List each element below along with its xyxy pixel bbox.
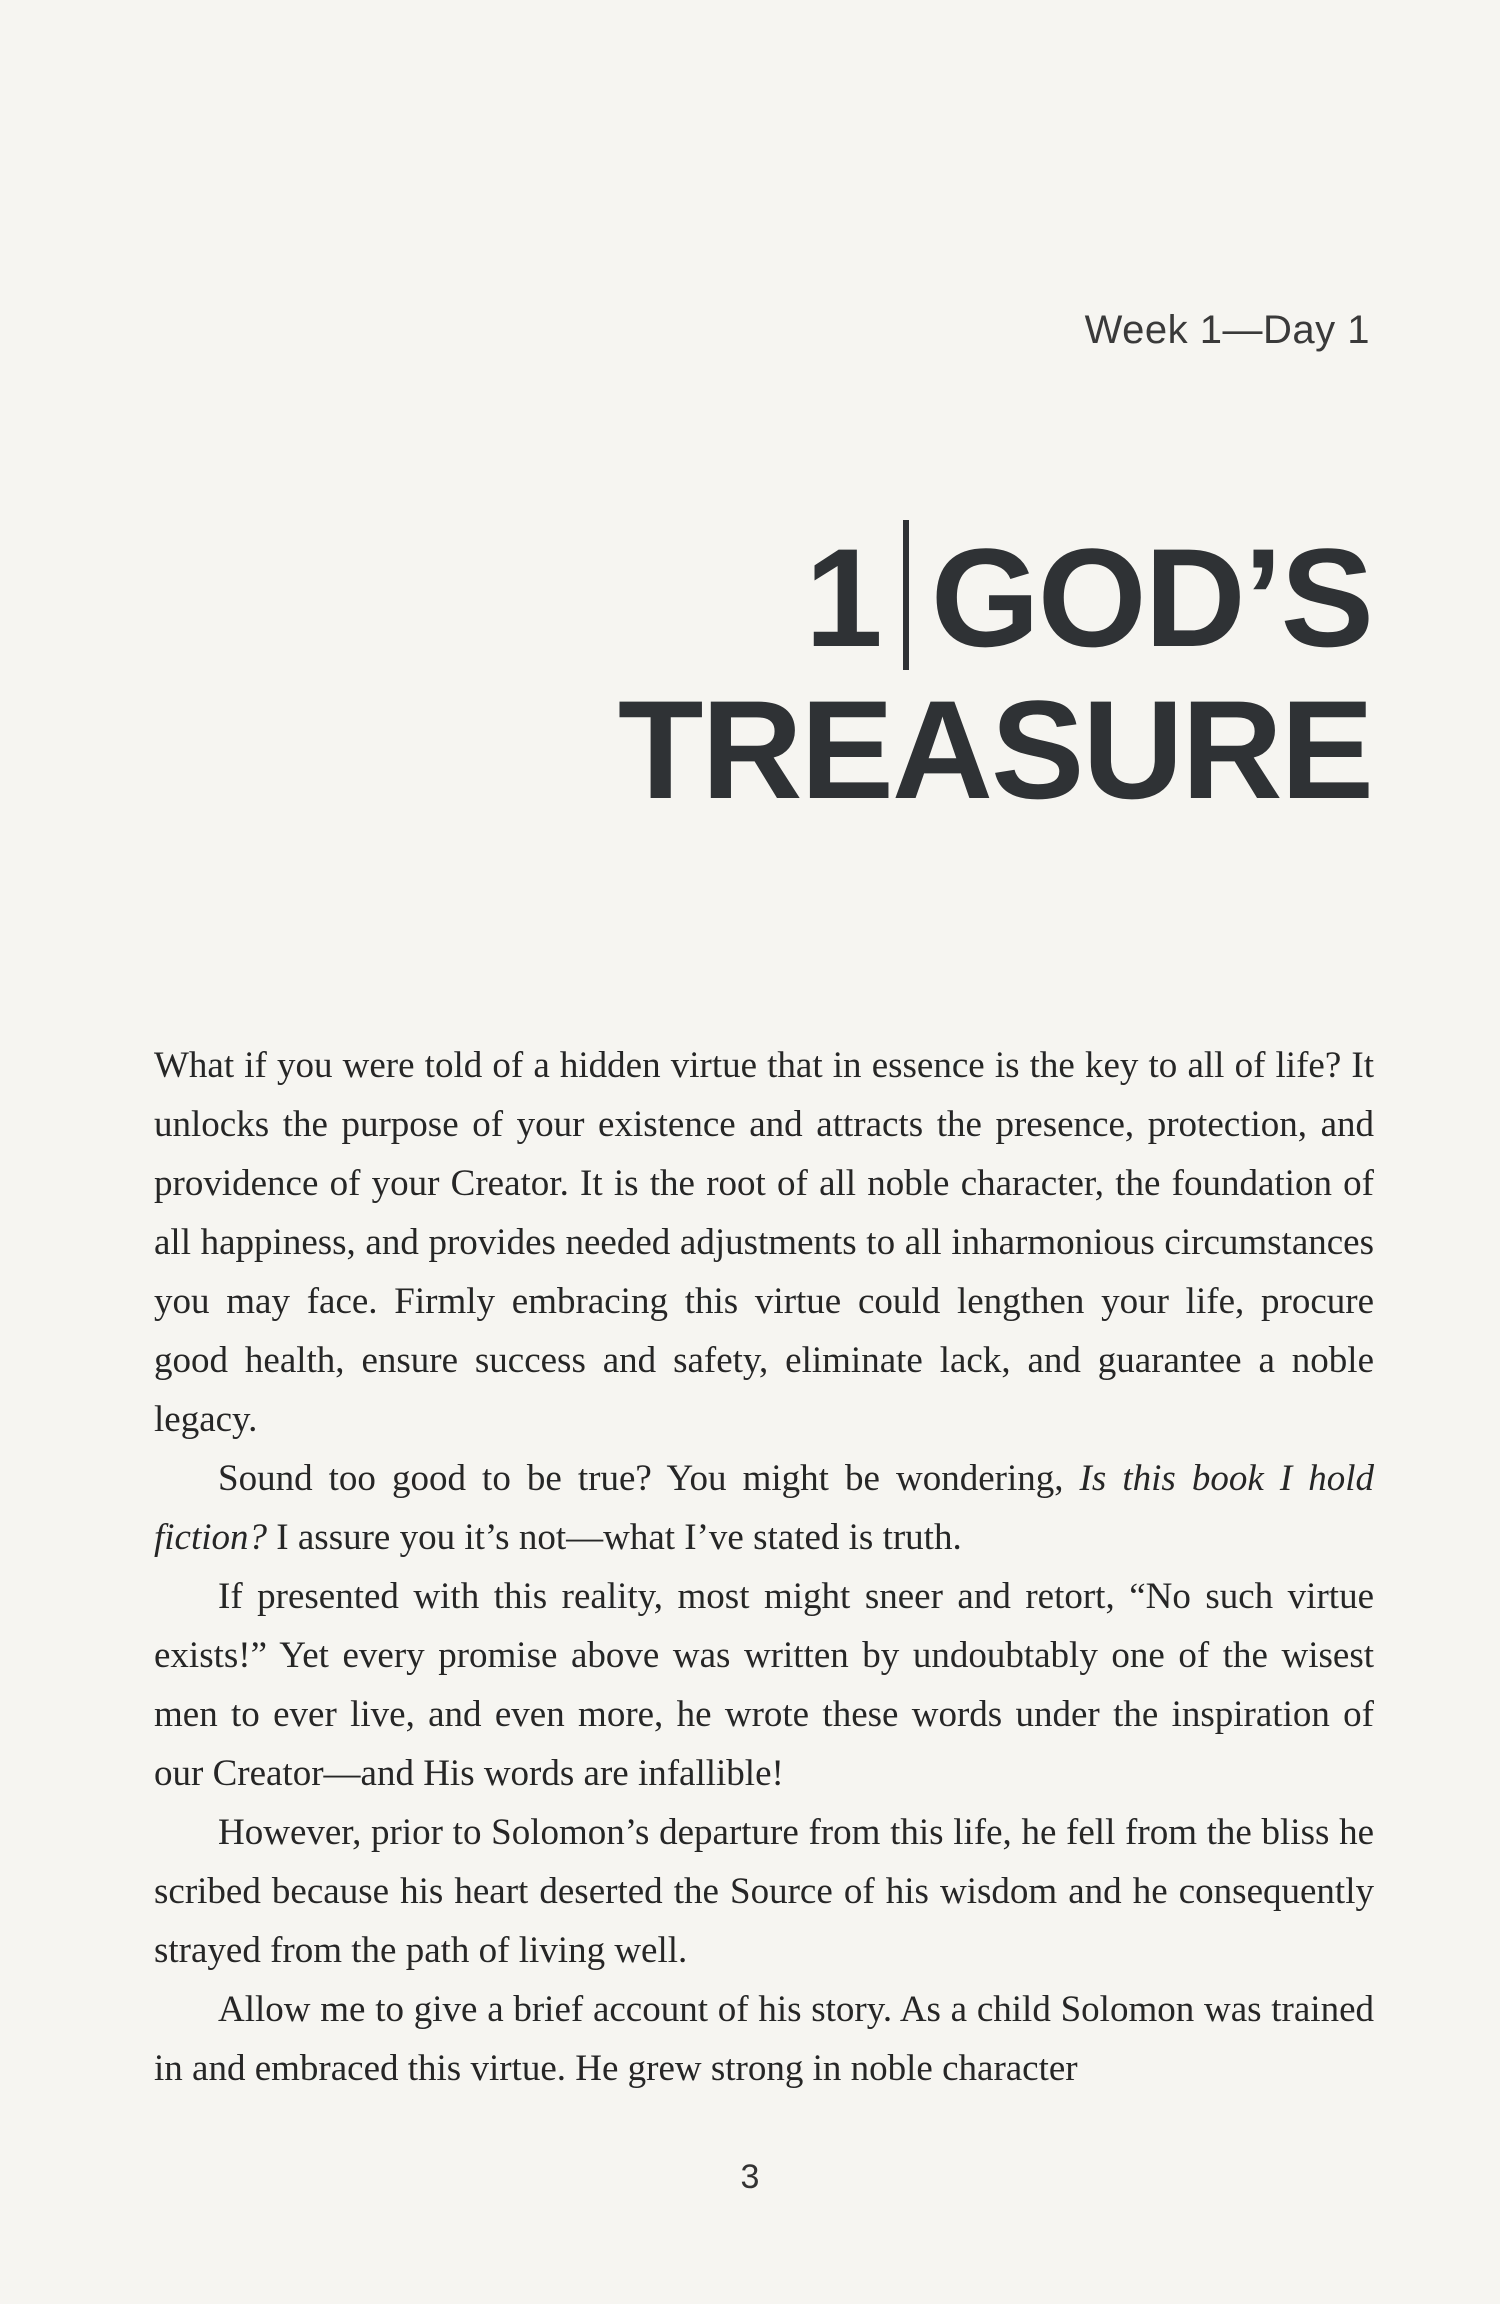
chapter-separator [903, 520, 909, 670]
page-number: 3 [740, 2158, 760, 2196]
chapter-title-line-1: GOD’S [930, 519, 1372, 676]
paragraph-1: What if you were told of a hidden virtue that in essence is the key to all of life? It unlocks the purpose of your existence and attracts the presence, protection, and providence of your Creator. It is the root of all noble character, the foundation of all happiness, and provides needed adjustments to all inharmonious circumstances you may face. Firmly embracing this virtue could lengthen your life, procure good health, ensure success and safety, eliminate lack, and guarantee a noble legacy. [154, 1045, 1374, 1440]
paragraph-2-tail: I assure you it’s not—what I’ve stated is truth. [267, 1517, 962, 1558]
chapter-number: 1 [804, 519, 881, 676]
week-day-label: Week 1—Day 1 [1084, 308, 1370, 352]
chapter-body [154, 1036, 1374, 2098]
paragraph-2-italic-question: Is this book I hold fiction? [154, 1458, 1375, 1558]
chapter-title-line-2: TREASURE [617, 671, 1372, 828]
paragraph-3: If presented with this reality, most might sneer and retort, “No such virtue exists!” Yet every promise above was written by undoubtably one of the wisest men to ever live, and even more, he wrote these words under the inspiration of our Creator—and His words are infallible! [154, 1576, 1374, 1794]
paragraph-2 [154, 1449, 1374, 1567]
paragraph-5: Allow me to give a brief account of his story. As a child Solomon was trained in and embraced this virtue. He grew strong in noble character [154, 1989, 1374, 2089]
paragraph-2-lead: Sound too good to be true? You might be wondering, [218, 1458, 1080, 1499]
chapter-title [372, 520, 1372, 826]
paragraph-4: However, prior to Solomon’s departure from this life, he fell from the bliss he scribed because his heart deserted the Source of his wisdom and he consequently strayed from the path of living well. [154, 1812, 1374, 1971]
